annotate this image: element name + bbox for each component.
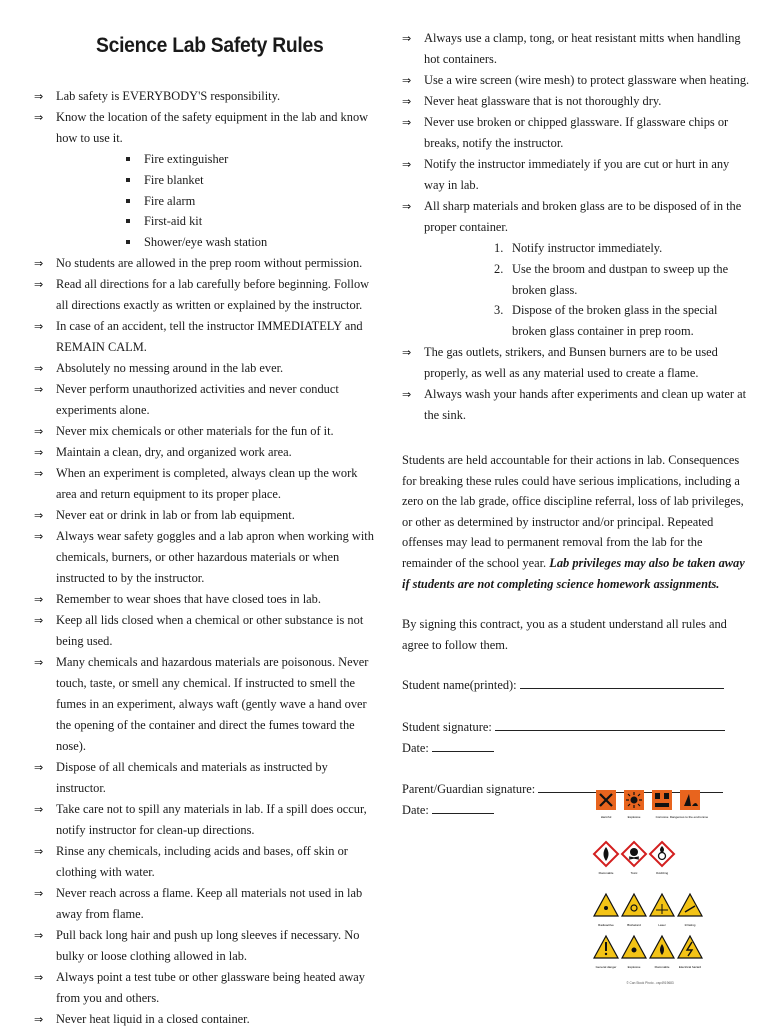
equipment-item: Shower/eye wash station [126, 232, 374, 253]
rule-item: ⇒ Never mix chemicals or other materials for the fun of it. [34, 421, 374, 442]
svg-text:Toxic: Toxic [630, 871, 638, 875]
left-rules-list [34, 86, 374, 1030]
arrow-icon: ⇒ [34, 970, 44, 984]
arrow-icon: ⇒ [402, 200, 412, 213]
svg-text:Flammable: Flammable [598, 871, 614, 875]
arrow-icon: ⇒ [34, 361, 44, 375]
left-column [34, 30, 374, 1030]
svg-text:Electrical hazard: Electrical hazard [678, 965, 702, 969]
svg-text:Radioactive: Radioactive [598, 923, 614, 927]
rule-item: ⇒ Never use broken or chipped glassware. If glassware chips or breaks, notify the instructor. [402, 112, 752, 154]
student-name-line: Student name(printed): [402, 675, 752, 696]
arrow-icon: ⇒ [34, 928, 44, 942]
arrow-icon: ⇒ [402, 116, 412, 129]
rule-item: ⇒ Many chemicals and hazardous materials are poisonous. Never touch, taste, or smell any chemical. If instructed to smell the fumes in an experiment, always waft (gently wave a hand over the opening of the container and direct the fumes toward the nose). [34, 652, 374, 757]
rule-item: ⇒ Dispose of all chemicals and materials as instructed by instructor. [34, 757, 374, 799]
svg-text:General danger: General danger [595, 965, 617, 969]
arrow-icon: ⇒ [34, 655, 44, 669]
arrow-icon: ⇒ [402, 387, 412, 401]
rule-item: ⇒ Never reach across a flame. Keep all materials not used in lab away from flame. [34, 883, 374, 925]
student-name-field[interactable] [520, 678, 724, 689]
equipment-item: Fire alarm [126, 191, 374, 212]
rule-item: ⇒ Absolutely no messing around in the lab ever. [34, 358, 374, 379]
arrow-icon: ⇒ [34, 256, 44, 270]
equipment-item: First-aid kit [126, 211, 374, 232]
arrow-icon: ⇒ [402, 32, 412, 45]
rule-item: ⇒ Maintain a clean, dry, and organized work area. [34, 442, 374, 463]
rule-item: ⇒ Always point a test tube or other glassware being heated away from you and others. [34, 967, 374, 1009]
rule-item: ⇒ No students are allowed in the prep room without permission. [34, 253, 374, 274]
arrow-icon: ⇒ [34, 277, 44, 291]
svg-text:Flammable: Flammable [654, 965, 670, 969]
arrow-icon: ⇒ [34, 466, 44, 480]
right-column [402, 28, 752, 820]
environment-hazard-icon [670, 790, 708, 819]
square-bullet-icon [126, 240, 130, 244]
svg-text:Biohazard: Biohazard [627, 923, 641, 927]
electrical-hazard-icon [678, 936, 702, 969]
contract-text: By signing this contract, you as a student understand all rules and agree to follow them. [402, 617, 727, 652]
arrow-icon: ⇒ [34, 802, 44, 816]
svg-text:Laser: Laser [658, 923, 666, 927]
svg-text:Corrosive: Corrosive [655, 815, 669, 819]
step-item: 2. Use the broom and dustpan to sweep up the broken glass. [494, 261, 729, 297]
svg-text:Irritating: Irritating [684, 923, 696, 927]
toxic-icon [622, 842, 646, 875]
arrow-icon: ⇒ [34, 319, 44, 333]
rule-item: ⇒ Never heat glassware that is not thoroughly dry. [402, 91, 752, 112]
irritating-icon [678, 894, 702, 927]
parent-signature-line: Parent/Guardian signature: [402, 779, 752, 800]
student-date-field[interactable] [432, 741, 494, 752]
svg-text:Dangerous to the environment: Dangerous to the environment [669, 815, 708, 819]
explosive-warning-icon [622, 936, 646, 969]
biohazard-icon [622, 894, 646, 927]
square-bullet-icon [126, 157, 130, 161]
arrow-icon: ⇒ [34, 760, 44, 774]
arrow-icon: ⇒ [402, 345, 412, 359]
arrow-icon: ⇒ [34, 613, 44, 627]
svg-text:Harmful: Harmful [600, 815, 612, 819]
arrow-icon: ⇒ [34, 844, 44, 858]
rule-item: ⇒ Read all directions for a lab carefully before beginning. Follow all directions exactly as written or explained by the instructor. [34, 274, 374, 316]
rule-item: ⇒ Notify the instructor immediately if you are cut or hurt in any way in lab. [402, 154, 752, 196]
flammable-warning-icon [650, 936, 674, 969]
equipment-list [56, 149, 374, 253]
square-bullet-icon [126, 178, 130, 182]
rule-item: ⇒ In case of an accident, tell the instructor IMMEDIATELY and REMAIN CALM. [34, 316, 374, 358]
svg-text:Explosive: Explosive [627, 965, 641, 969]
arrow-icon: ⇒ [34, 382, 44, 396]
oxidizing-icon [650, 842, 674, 875]
harmful-icon [596, 790, 616, 819]
accountability-paragraph: Students are held accountable for their actions in lab. Consequences for breaking these rules could have serious implications, including a zero on the lab grade, office discipline referral, loss of lab privileges, or other as determined by instructor and/or principal. Repeated offenses may lead to permanent removal from the lab for the remainder of the school year. Lab privileges may also be taken away if students are not completing science homework assignments. [402, 452, 745, 591]
right-rules-list [402, 28, 752, 426]
rule-item: ⇒ Keep all lids closed when a chemical or other substance is not being used. [34, 610, 374, 652]
svg-text:Oxidizing: Oxidizing [655, 871, 669, 875]
student-signature-field[interactable] [495, 720, 725, 731]
laser-icon [650, 894, 674, 927]
rule-item: ⇒ Always wash your hands after experiments and clean up water at the sink. [402, 384, 752, 426]
parent-date-line: Date: [402, 800, 752, 821]
rule-item: ⇒ Always wear safety goggles and a lab apron when working with chemicals, burners, or other hazardous materials or when instructed to by the instructor. [34, 526, 374, 589]
rule-item: ⇒ The gas outlets, strikers, and Bunsen burners are to be used properly, as well as any material used to create a flame. [402, 342, 752, 384]
rule-item: ⇒ Pull back long hair and push up long sleeves if necessary. No bulky or loose clothing allowed in lab. [34, 925, 374, 967]
rule-item: ⇒ Know the location of the safety equipment in the lab and know how to use it. Fire extinguisher Fire blanket Fire alarm First-aid kit Shower/eye wash station [34, 107, 374, 253]
arrow-icon: ⇒ [34, 529, 44, 543]
svg-text:Explosive: Explosive [627, 815, 641, 819]
rule-item: ⇒ When an experiment is completed, always clean up the work area and return equipment to its proper place. [34, 463, 374, 505]
square-bullet-icon [126, 199, 130, 203]
rule-item: ⇒ Rinse any chemicals, including acids and bases, off skin or clothing with water. [34, 841, 374, 883]
hazard-symbols-graphic [592, 784, 708, 994]
rule-item: ⇒ Remember to wear shoes that have closed toes in lab. [34, 589, 374, 610]
flammable-icon [594, 842, 618, 875]
rule-item: ⇒ Never heat liquid in a closed container. [34, 1009, 374, 1030]
parent-date-field[interactable] [432, 803, 494, 814]
square-bullet-icon [126, 219, 130, 223]
arrow-icon: ⇒ [402, 158, 412, 171]
image-credit: © Can Stock Photo - csp4919683 [626, 981, 674, 985]
rule-item: ⇒ Take care not to spill any materials in lab. If a spill does occur, notify instructor for clean-up directions. [34, 799, 374, 841]
rule-item: ⇒ All sharp materials and broken glass are to be disposed of in the proper container. 1. Notify instructor immediately. 2. Use the broom and dustpan to sweep up the broken glass. 3. Dispose of the broken glass in the special broken glass container in prep room. [402, 196, 752, 342]
arrow-icon: ⇒ [34, 111, 44, 124]
rule-item: ⇒ Never perform unauthorized activities and never conduct experiments alone. [34, 379, 374, 421]
rule-item: ⇒ Never eat or drink in lab or from lab equipment. [34, 505, 374, 526]
arrow-icon: ⇒ [34, 508, 44, 522]
homework-emphasis: Lab privileges may also be taken away if students are not completing science homework assignments. [402, 555, 745, 591]
hazard-symbols-image [592, 784, 708, 994]
arrow-icon: ⇒ [34, 90, 44, 103]
arrow-icon: ⇒ [34, 886, 44, 900]
rule-item: ⇒ Lab safety is EVERYBODY'S responsibility. [34, 86, 374, 107]
radioactive-icon [594, 894, 618, 927]
step-item: 3. Dispose of the broken glass in the special broken glass container in prep room. [494, 303, 718, 339]
page-title: Science Lab Safety Rules [96, 34, 324, 57]
arrow-icon: ⇒ [34, 592, 44, 606]
broken-glass-steps [424, 238, 752, 342]
rule-item: ⇒ Always use a clamp, tong, or heat resistant mitts when handling hot containers. [402, 28, 752, 70]
arrow-icon: ⇒ [34, 445, 44, 459]
arrow-icon: ⇒ [34, 424, 44, 438]
student-signature-line: Student signature: [402, 717, 752, 738]
arrow-icon: ⇒ [402, 74, 412, 87]
arrow-icon: ⇒ [402, 95, 412, 108]
equipment-item: Fire extinguisher [126, 149, 374, 170]
equipment-item: Fire blanket [126, 170, 374, 191]
general-danger-icon [594, 936, 618, 969]
explosive-icon [624, 790, 644, 819]
arrow-icon: ⇒ [34, 1012, 44, 1026]
rule-item: ⇒ Use a wire screen (wire mesh) to protect glassware when heating. [402, 70, 752, 91]
step-item: 1. Notify instructor immediately. [494, 241, 663, 255]
student-date-line: Date: [402, 738, 752, 759]
